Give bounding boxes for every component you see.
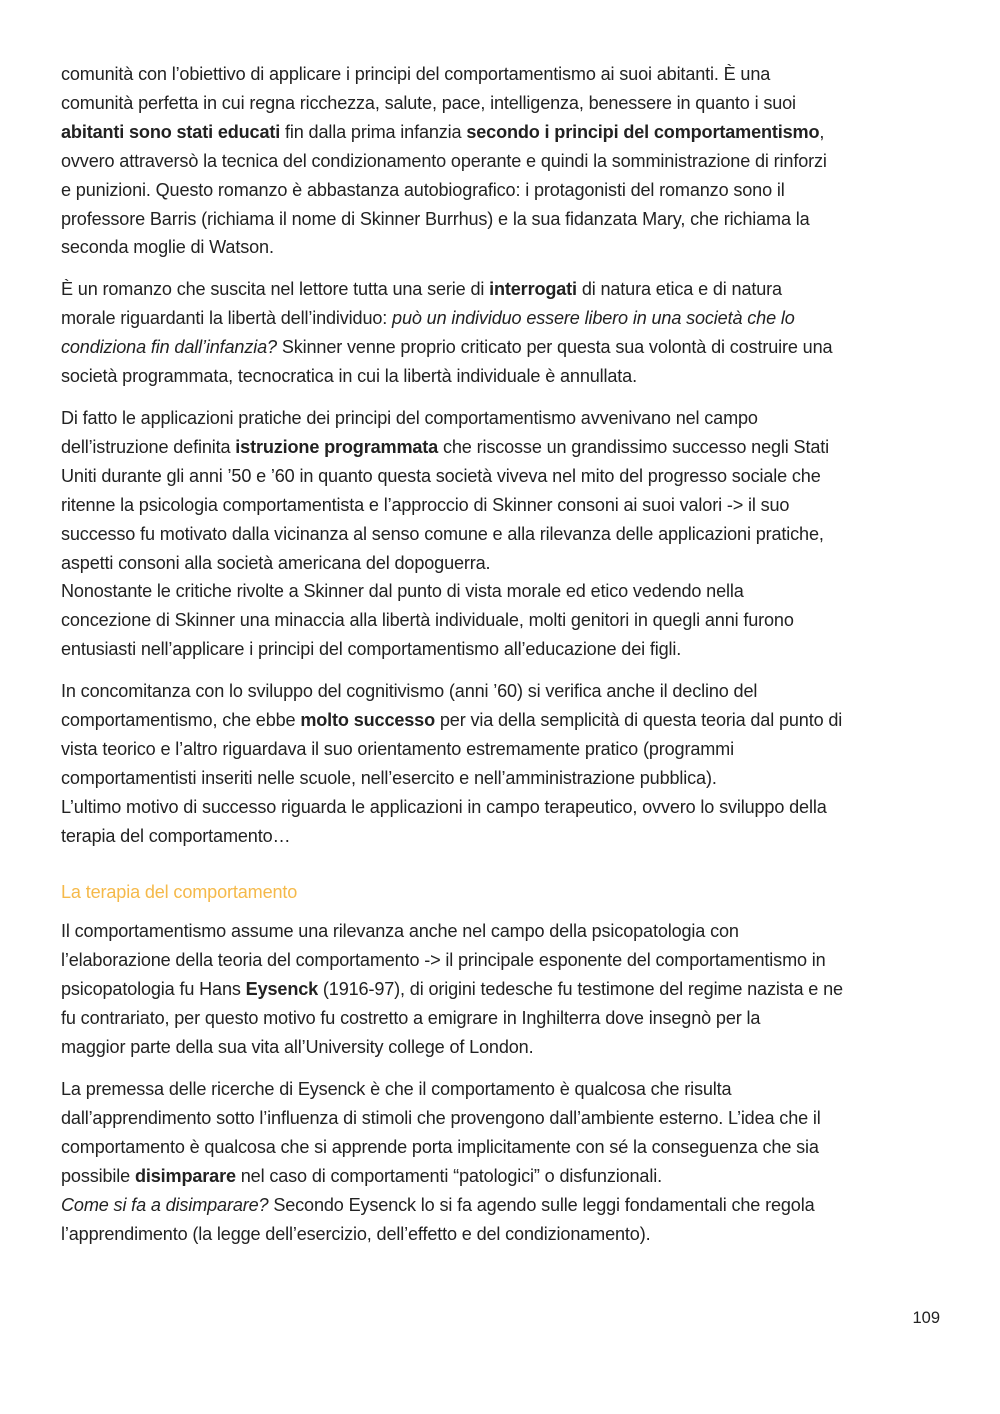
text-line [61, 1133, 941, 1162]
text-line [61, 275, 941, 304]
text-line [61, 118, 941, 147]
text-line [61, 822, 941, 851]
bold-text: secondo i principi del comportamentismo [466, 121, 820, 142]
italic-text: condiziona fin dall’infanzia? [61, 337, 277, 358]
text-run: l’elaborazione della teoria del comportamento -> il principale esponente del comportamentismo in [61, 950, 826, 971]
text-line [61, 205, 941, 234]
section-paragraphs [61, 917, 941, 1248]
paragraph [61, 275, 941, 391]
text-run: È un romanzo che suscita nel lettore tutta una serie di [61, 279, 490, 300]
text-line [61, 1104, 941, 1133]
text-run: fu contrariato, per questo motivo fu costretto a emigrare in Inghilterra dove insegnò per la [61, 1008, 761, 1029]
text-run: professore Barris (richiama il nome di Skinner Burrhus) e la sua fidanzata Mary, che richiama la [61, 208, 810, 229]
text-line [61, 433, 941, 462]
text-line [61, 735, 941, 764]
text-line [61, 549, 941, 578]
text-run: maggior parte della sua vita all’University college of London. [61, 1037, 534, 1058]
text-run: (1916-97), di origini tedesche fu testimone del regime nazista e ne [318, 979, 843, 1000]
section-heading: La terapia del comportamento [61, 881, 298, 902]
text-run: Skinner venne proprio criticato per questa sua volontà di costruire una [276, 337, 833, 358]
text-line [61, 1220, 941, 1249]
text-run: Secondo Eysenck lo si fa agendo sulle leggi fondamentali che regola [268, 1194, 815, 1215]
text-run: La premessa delle ricerche di Eysenck è che il comportamento è qualcosa che risulta [61, 1079, 732, 1099]
text-run: Nonostante le critiche rivolte a Skinner dal punto di vista morale ed etico vedendo nella [61, 581, 744, 602]
bold-text: abitanti sono stati educati [61, 121, 281, 142]
paragraph [61, 1075, 941, 1248]
text-line [61, 233, 941, 262]
text-run: dall’apprendimento sotto l’influenza di stimoli che provengono dall’ambiente esterno. L’idea che il [61, 1107, 821, 1128]
text-run: che riscosse un grandissimo successo negli Stati [438, 436, 829, 457]
text-line [61, 946, 941, 975]
text-run: L’ultimo motivo di successo riguarda le applicazioni in campo terapeutico, ovvero lo sviluppo della [61, 796, 827, 817]
text-run: aspetti consoni alla società americana del dopoguerra. [61, 552, 491, 573]
text-run: ovvero attraversò la tecnica del condizionamento operante e quindi la somministrazione di rinforzi [61, 150, 827, 171]
text-run: In concomitanza con lo sviluppo del cognitivismo (anni ’60) si verifica anche il declino del [61, 681, 758, 702]
text-run: nel caso di comportamenti “patologici” o disfunzionali. [235, 1165, 662, 1186]
text-line [61, 975, 941, 1004]
text-run: ritenne la psicologia comportamentista e l’approccio di Skinner consoni ai suoi valori -> il suo [61, 494, 790, 515]
text-run: psicopatologia fu Hans [61, 979, 246, 1000]
text-line [61, 176, 941, 205]
text-run: comunità perfetta in cui regna ricchezza, salute, pace, intelligenza, benessere in quanto i suoi [61, 92, 796, 113]
bold-text: istruzione programmata [235, 436, 439, 457]
text-line [61, 404, 941, 433]
text-line [61, 491, 941, 520]
text-run: morale riguardanti la libertà dell’individuo: [61, 308, 393, 329]
text-run: successo fu motivato dalla vicinanza al senso comune e alla rilevanza delle applicazioni pratiche, [61, 523, 824, 544]
italic-text: può un individuo essere libero in una società che lo [392, 308, 795, 329]
text-line [61, 1004, 941, 1033]
text-run: comunità con l’obiettivo di applicare i principi del comportamentismo ai suoi abitanti. È una [61, 64, 771, 84]
text-run: Il comportamentismo assume una rilevanza anche nel campo della psicopatologia con [61, 921, 739, 942]
bold-text: interrogati [489, 279, 577, 300]
text-run: entusiasti nell’applicare i principi del comportamentismo all’educazione dei figli. [61, 639, 682, 660]
text-run: società programmata, tecnocratica in cui la libertà individuale è annullata. [61, 366, 637, 387]
text-run: terapia del comportamento… [61, 825, 291, 846]
text-line [61, 60, 941, 89]
page-number: 109 [912, 1309, 940, 1327]
text-run: Uniti durante gli anni ’50 e ’60 in quanto questa società viveva nel mito del progresso sociale che [61, 465, 821, 486]
paragraph [61, 917, 941, 1062]
text-run: possibile [61, 1165, 135, 1186]
text-line [61, 1033, 941, 1062]
italic-text: Come si fa a disimparare? [61, 1194, 269, 1215]
bold-text: molto successo [300, 710, 435, 731]
text-line [61, 304, 941, 333]
text-run: l’apprendimento (la legge dell’esercizio, dell’effetto e del condizionamento). [61, 1223, 651, 1244]
text-run: seconda moglie di Watson. [61, 237, 274, 258]
text-line [61, 1075, 941, 1104]
text-run: Di fatto le applicazioni pratiche dei principi del comportamentismo avvenivano nel campo [61, 407, 758, 428]
intro-paragraphs [61, 60, 941, 851]
text-line [61, 917, 941, 946]
text-line [61, 520, 941, 549]
paragraph [61, 404, 941, 664]
paragraph [61, 60, 941, 262]
page-content [61, 60, 941, 1261]
text-run: vista teorico e l’altro riguardava il suo orientamento estremamente pratico (programmi [61, 738, 734, 759]
text-run: comportamentismo, che ebbe [61, 710, 301, 731]
text-line [61, 1162, 941, 1191]
bold-text: Eysenck [245, 979, 319, 1000]
text-run: comportamento è qualcosa che si apprende porta implicitamente con sé la conseguenza che sia [61, 1136, 819, 1157]
text-run: per via della semplicità di questa teoria dal punto di [435, 710, 843, 731]
text-line [61, 1191, 941, 1220]
text-line [61, 333, 941, 362]
text-run: , [819, 121, 825, 142]
text-run: fin dalla prima infanzia [280, 121, 467, 142]
text-line [61, 89, 941, 118]
text-line [61, 606, 941, 635]
text-line [61, 635, 941, 664]
text-run: comportamentisti inseriti nelle scuole, nell’esercito e nell’amministrazione pubblica). [61, 767, 717, 788]
text-run: concezione di Skinner una minaccia alla libertà individuale, molti genitori in quegli anni furono [61, 610, 794, 631]
text-line [61, 706, 941, 735]
text-line [61, 462, 941, 491]
text-line [61, 677, 941, 706]
text-line [61, 362, 941, 391]
text-run: dell’istruzione definita [61, 436, 236, 457]
text-line [61, 764, 941, 793]
bold-text: disimparare [134, 1165, 236, 1186]
text-line [61, 147, 941, 176]
paragraph [61, 677, 941, 850]
text-line [61, 577, 941, 606]
text-run: e punizioni. Questo romanzo è abbastanza autobiografico: i protagonisti del romanzo sono il [61, 179, 785, 200]
text-run: di natura etica e di natura [576, 279, 782, 300]
text-line [61, 793, 941, 822]
